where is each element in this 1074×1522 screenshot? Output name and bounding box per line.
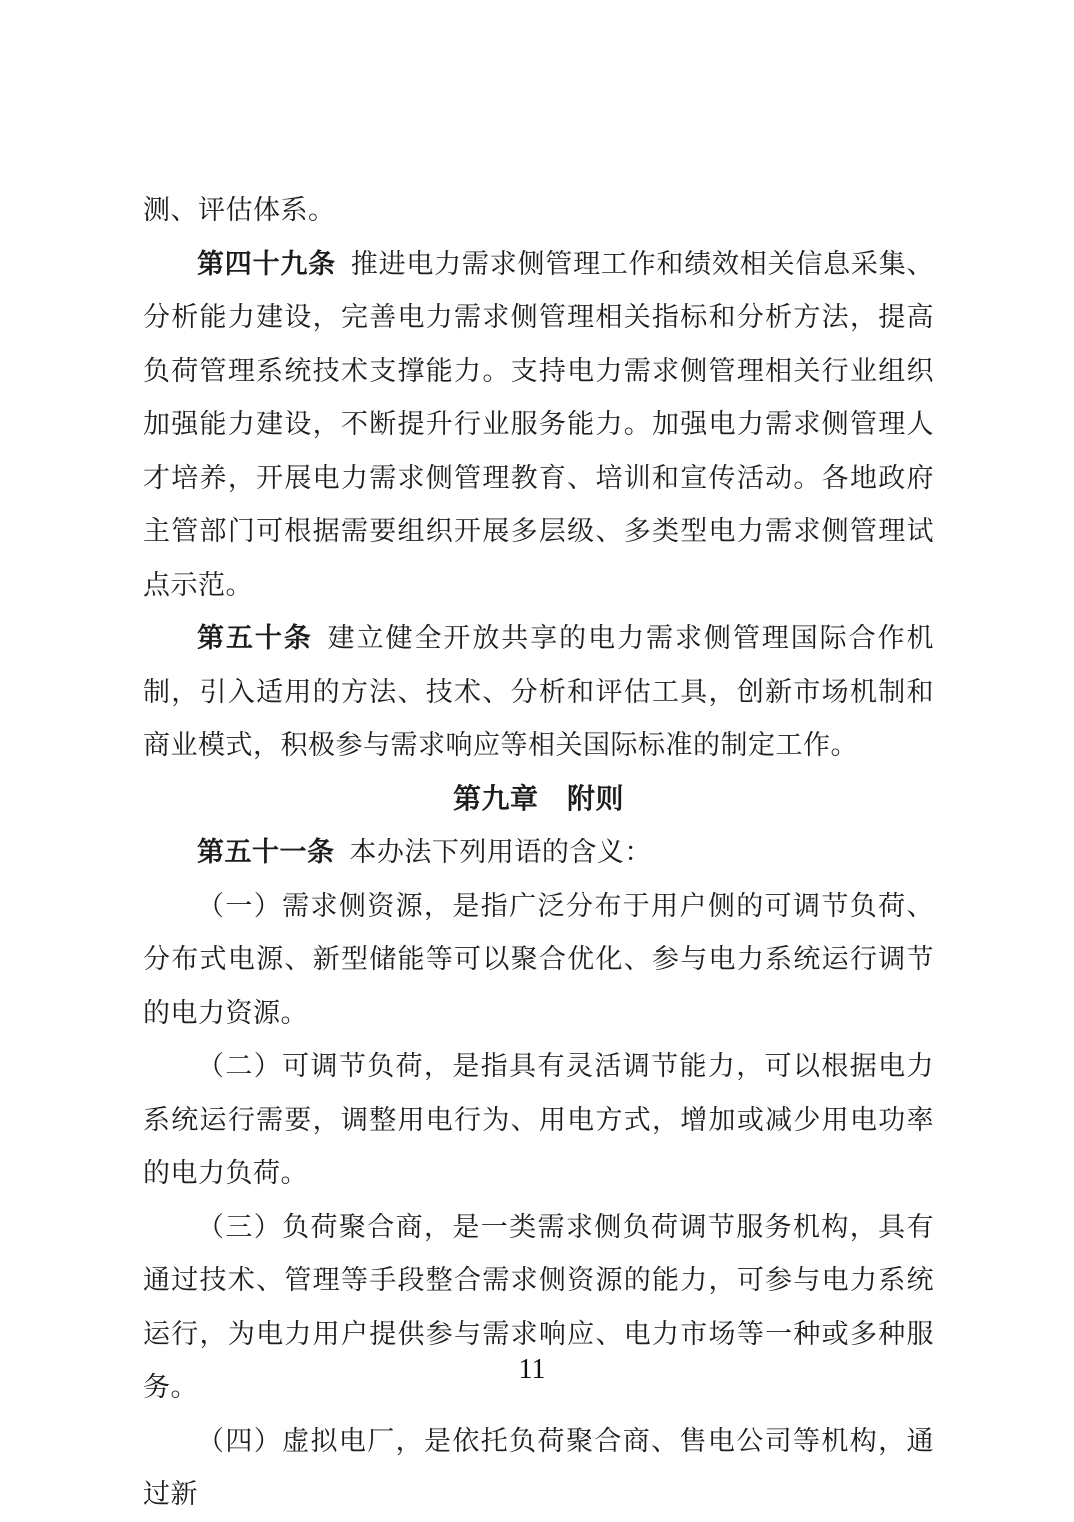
paragraph-article-49 <box>143 238 934 613</box>
definition-item-4: （四）虚拟电厂，是依托负荷聚合商、售电公司等机构，通过新 <box>143 1425 934 1509</box>
definition-item-2: （二）可调节负荷，是指具有灵活调节能力，可以根据电力系统运行需要，调整用电行为、用电方式，增加或减少用电功率的电力负荷。 <box>143 1051 934 1188</box>
article-number-49: 第四十九条 <box>197 248 336 279</box>
definition-item-3: （三）负荷聚合商，是一类需求侧负荷调节服务机构，具有通过技术、管理等手段整合需求侧资源的能力，可参与电力系统运行，为电力用户提供参与需求响应、电力市场等一种或多种服务。 <box>143 1211 934 1402</box>
paragraph-continuation: 测、评估体系。 <box>143 195 336 225</box>
definition-item-1: （一）需求侧资源，是指广泛分布于用户侧的可调节负荷、分布式电源、新型储能等可以聚合优化、参与电力系统运行调节的电力资源。 <box>143 890 934 1028</box>
article-text-51: 本办法下列用语的含义： <box>349 837 652 867</box>
article-number-51: 第五十一条 <box>197 837 335 867</box>
article-number-50: 第五十条 <box>197 623 313 653</box>
article-text-49: 推进电力需求侧管理工作和绩效相关信息采集、分析能力建设，完善电力需求侧管理相关指标和分析方法，提高负荷管理系统技术支撑能力。支持电力需求侧管理相关行业组织加强能力建设，不断提升行业服务能力。加强电力需求侧管理人才培养，开展电力需求侧管理教育、培训和宣传活动。各地政府主管部门可根据需要组织开展多层级、多类型电力需求侧管理试点示范。 <box>143 248 935 600</box>
paragraph-article-50 <box>143 612 934 773</box>
chapter-heading: 第九章 附则 <box>452 783 624 815</box>
page-number: 11 <box>518 1354 546 1385</box>
article-text-50: 建立健全开放共享的电力需求侧管理国际合作机制，引入适用的方法、技术、分析和评估工具，创新市场机制和商业模式，积极参与需求响应等相关国际标准的制定工作。 <box>143 623 935 760</box>
paragraph-article-51 <box>143 826 934 880</box>
